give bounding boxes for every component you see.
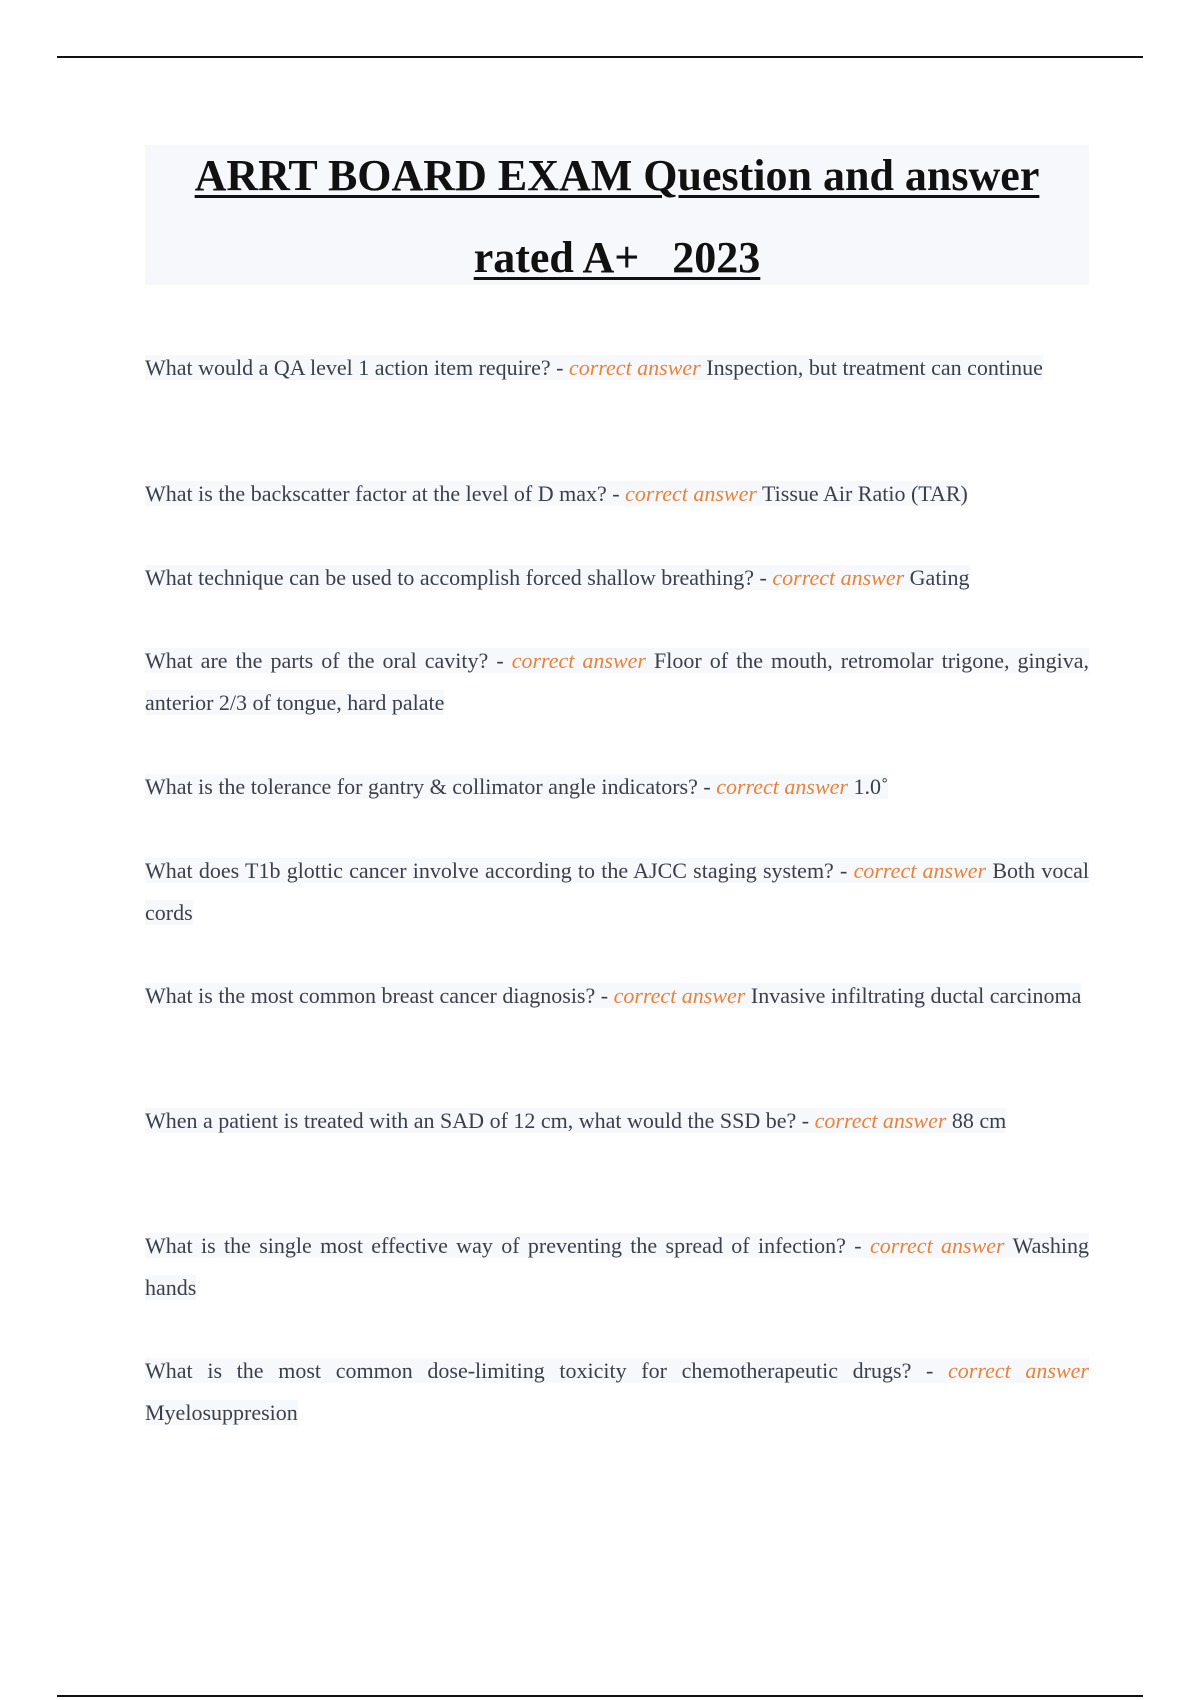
qa-answer: Inspection, but treatment can continue: [700, 355, 1043, 380]
qa-answer: Washing hands: [145, 1233, 1090, 1300]
correct-answer-marker: correct answer: [613, 983, 746, 1008]
qa-item: [145, 557, 1089, 599]
correct-answer-marker: correct answer: [716, 774, 848, 799]
qa-answer: 1.0˚: [847, 774, 889, 799]
qa-question: What would a QA level 1 action item require? -: [145, 355, 569, 380]
qa-item: [145, 1100, 1089, 1142]
qa-answer: Gating: [904, 565, 970, 590]
qa-item: [145, 1350, 1089, 1434]
qa-question: What is the tolerance for gantry & collimator angle indicators? -: [145, 774, 717, 799]
correct-answer-marker: correct answer: [511, 648, 646, 673]
qa-answer: Tissue Air Ratio (TAR): [756, 481, 968, 506]
qa-item: [145, 473, 1089, 515]
correct-answer-marker: correct answer: [625, 481, 757, 506]
qa-item: [145, 640, 1089, 724]
qa-item: [145, 766, 1089, 808]
document-title: [145, 145, 1089, 285]
qa-item: [145, 975, 1089, 1017]
qa-question: What is the most common breast cancer diagnosis? -: [145, 983, 614, 1008]
qa-answer: Invasive infiltrating ductal carcinoma: [745, 983, 1082, 1008]
qa-question: What does T1b glottic cancer involve according to the AJCC staging system? -: [145, 858, 854, 883]
qa-question: What is the backscatter factor at the level of D max? -: [145, 481, 626, 506]
qa-answer: Myelosuppresion: [145, 1400, 298, 1425]
qa-answer: Both vocal cords: [145, 858, 1090, 925]
correct-answer-marker: correct answer: [869, 1233, 1005, 1258]
qa-answer: 88 cm: [946, 1108, 1007, 1133]
qa-question: What is the most common dose-limiting toxicity for chemotherapeutic drugs? -: [145, 1358, 949, 1383]
qa-question: When a patient is treated with an SAD of 12 cm, what would the SSD be? -: [145, 1108, 815, 1133]
qa-answer: Floor of the mouth, retromolar trigone, gingiva, anterior 2/3 of tongue, hard palate: [145, 648, 1089, 715]
correct-answer-marker: correct answer: [772, 565, 905, 590]
qa-question: What is the single most effective way of preventing the spread of infection? -: [145, 1233, 870, 1258]
correct-answer-marker: correct answer: [814, 1108, 947, 1133]
qa-question: What technique can be used to accomplish forced shallow breathing? -: [145, 565, 773, 590]
title-line-2: rated A+ 2023: [473, 233, 761, 282]
qa-item: [145, 347, 1089, 389]
correct-answer-marker: correct answer: [568, 355, 701, 380]
qa-item: [145, 1225, 1089, 1309]
footer-rule: [57, 1695, 1143, 1697]
header-rule: [57, 56, 1143, 58]
qa-item: [145, 850, 1089, 934]
correct-answer-marker: correct answer: [853, 858, 987, 883]
qa-question: What are the parts of the oral cavity? -: [145, 648, 512, 673]
title-line-1: ARRT BOARD EXAM Question and answer: [194, 151, 1040, 200]
correct-answer-marker: correct answer: [948, 1358, 1089, 1383]
